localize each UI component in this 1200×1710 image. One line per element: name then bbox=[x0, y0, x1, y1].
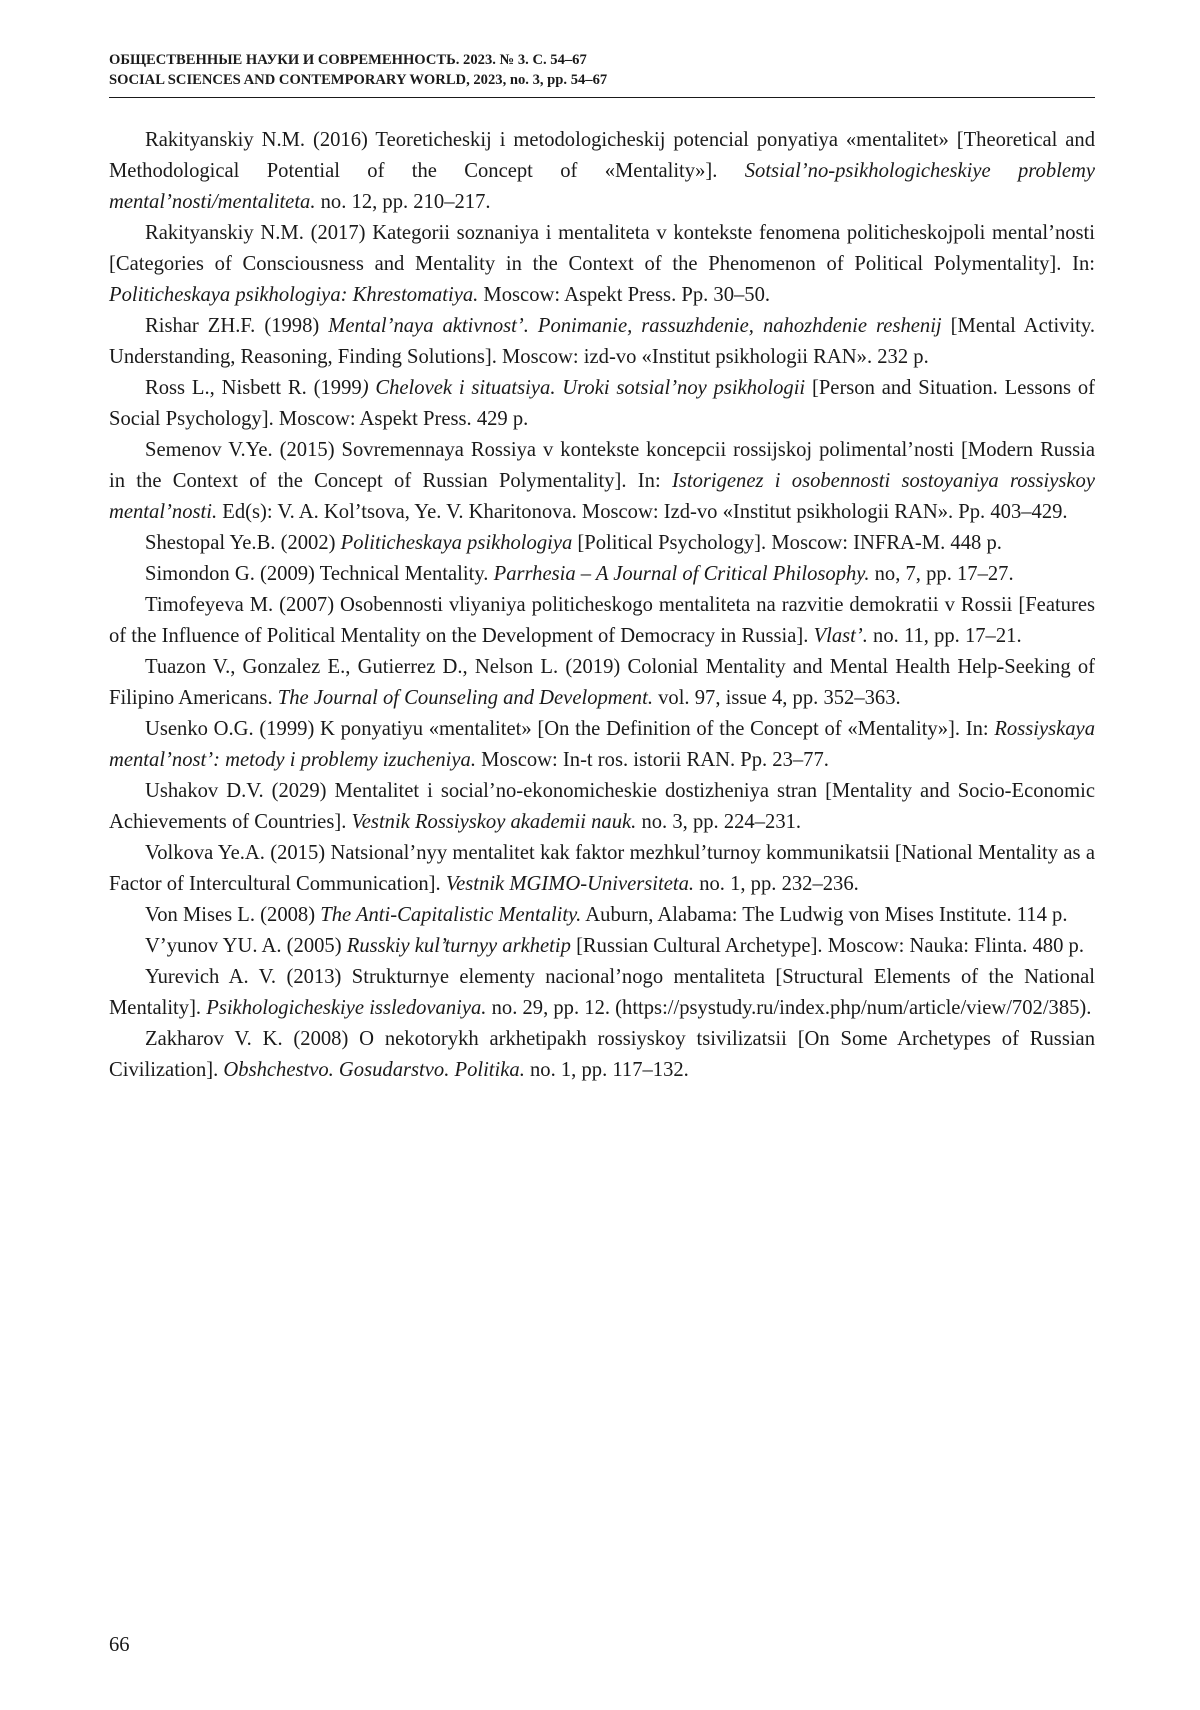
journal-title-ru: ОБЩЕСТВЕННЫЕ НАУКИ И СОВРЕМЕННОСТЬ. 2023. № 3. С. 54–67 bbox=[109, 52, 587, 68]
reference-source-title: The Journal of Counseling and Development. bbox=[277, 687, 653, 709]
reference-entry bbox=[109, 900, 1095, 931]
reference-source-title: Vestnik MGIMO-Universiteta. bbox=[445, 873, 695, 895]
reference-text: no. 11, pp. 17–21. bbox=[867, 625, 1022, 647]
running-header bbox=[109, 50, 1095, 98]
reference-text: Semenov V.Ye. (2015) Sovremennaya Rossiya v kontekste koncepcii rossijskoj polimental’nosti [Modern Russia in the Context of the Concept of Russian Polymentality]. In: bbox=[109, 439, 1095, 492]
journal-title-en: SOCIAL SCIENCES AND CONTEMPORARY WORLD, 2023, no. 3, pp. 54–67 bbox=[109, 72, 608, 88]
reference-list bbox=[109, 125, 1095, 1086]
reference-source-title: Istorigenez i osobennosti sostoyaniya rossiyskoy mental’nosti. bbox=[109, 470, 1095, 523]
reference-entry bbox=[109, 590, 1095, 652]
reference-text: [Russian Cultural Archetype]. Moscow: Nauka: Flinta. 480 p. bbox=[570, 935, 1084, 957]
reference-text: no. 29, pp. 12. (https://psystudy.ru/index.php/num/article/view/702/385). bbox=[486, 997, 1092, 1019]
reference-text: Ed(s): V. A. Kol’tsova, Ye. V. Kharitonova. Moscow: Izd-vo «Institut psikhologii RAN». Pp. 403–429. bbox=[217, 501, 1068, 523]
reference-source-title: Politicheskaya psikhologiya: Khrestomatiya. bbox=[109, 284, 479, 306]
reference-entry bbox=[109, 559, 1095, 590]
reference-entry bbox=[109, 776, 1095, 838]
reference-source-title: Rossiyskaya mental’nost’: metody i problemy izucheniya. bbox=[109, 718, 1095, 771]
reference-text: no. 1, pp. 232–236. bbox=[694, 873, 859, 895]
reference-text: Shestopal Ye.B. (2002) bbox=[145, 532, 341, 554]
reference-text: Ross L., Nisbett R. (1999 bbox=[145, 377, 362, 399]
reference-text: Tuazon V., Gonzalez E., Gutierrez D., Nelson L. (2019) Colonial Mentality and Mental Health Help-Seeking of Filipino Americans. bbox=[109, 656, 1095, 709]
reference-text: vol. 97, issue 4, pp. 352–363. bbox=[652, 687, 901, 709]
reference-text: [Political Psychology]. Moscow: INFRA-M. 448 p. bbox=[572, 532, 1002, 554]
reference-entry bbox=[109, 125, 1095, 218]
reference-text: Von Mises L. (2008) bbox=[145, 904, 321, 926]
reference-source-title: Vestnik Rossiyskoy akademii nauk. bbox=[351, 811, 637, 833]
page-number: 66 bbox=[109, 1634, 130, 1656]
reference-source-title: ) Chelovek i situatsiya. Uroki sotsial’noy psikhologii bbox=[361, 377, 806, 399]
reference-text: Ushakov D.V. (2029) Mentalitet i social’no-ekonomicheskie dostizheniya stran [Mentality and Socio-Economic Achievements of Countries]. bbox=[109, 780, 1095, 833]
reference-source-title: Politicheskaya psikhologiya bbox=[340, 532, 573, 554]
reference-text: no. 3, pp. 224–231. bbox=[636, 811, 802, 833]
reference-text: Usenko O.G. (1999) K ponyatiyu «mentalitet» [On the Definition of the Concept of «Mentality»]. In: bbox=[145, 718, 995, 740]
reference-entry bbox=[109, 714, 1095, 776]
reference-entry bbox=[109, 1024, 1095, 1086]
reference-text: Simondon G. (2009) Technical Mentality. bbox=[145, 563, 494, 585]
reference-entry bbox=[109, 373, 1095, 435]
reference-entry bbox=[109, 931, 1095, 962]
reference-text: no, 7, pp. 17–27. bbox=[869, 563, 1014, 585]
reference-entry bbox=[109, 528, 1095, 559]
reference-text: Rakityanskiy N.M. (2016) Teoreticheskij i metodologicheskij potencial ponyatiya «mentalitet» [Theoretical and Methodological Potential of the Concept of «Mentality»]. bbox=[109, 129, 1095, 182]
reference-text: no. 12, pp. 210–217. bbox=[315, 191, 491, 213]
reference-entry bbox=[109, 838, 1095, 900]
reference-text: Moscow: Aspekt Press. Pp. 30–50. bbox=[478, 284, 771, 306]
reference-text: Rakityanskiy N.M. (2017) Kategorii soznaniya i mentaliteta v kontekste fenomena politicheskojpoli mental’nosti [Categories of Consciousness and Mentality in the Context of the Phenomenon of Political Polymentality]. In: bbox=[109, 222, 1095, 275]
reference-text: V’yunov YU. A. (2005) bbox=[145, 935, 347, 957]
reference-source-title: Parrhesia – A Journal of Critical Philosophy. bbox=[493, 563, 870, 585]
reference-source-title: Mental’naya aktivnost’. Ponimanie, rassuzhdenie, nahozhdenie reshenij bbox=[328, 315, 942, 337]
reference-entry bbox=[109, 218, 1095, 311]
reference-text: Volkova Ye.A. (2015) Natsional’nyy mentalitet kak faktor mezhkul’turnoy kommunikatsii [National Mentality as a Factor of Intercultural Communication]. bbox=[109, 842, 1095, 895]
reference-entry bbox=[109, 962, 1095, 1024]
reference-source-title: Psikhologicheskiye issledovaniya. bbox=[206, 997, 487, 1019]
reference-text: [Person and Situation. Lessons of Social Psychology]. Moscow: Aspekt Press. 429 p. bbox=[109, 377, 1095, 430]
reference-text: Yurevich A. V. (2013) Strukturnye elementy nacional’nogo mentaliteta [Structural Elements of the National Mentality]. bbox=[109, 966, 1095, 1019]
reference-source-title: The Anti-Capitalistic Mentality. bbox=[320, 904, 582, 926]
reference-source-title: Obshchestvo. Gosudarstvo. Politika. bbox=[223, 1059, 525, 1081]
reference-text: [Mental Activity. Understanding, Reasoning, Finding Solutions]. Moscow: izd-vo «Institut psikhologii RAN». 232 p. bbox=[109, 315, 1096, 368]
reference-text: Auburn, Alabama: The Ludwig von Mises Institute. 114 p. bbox=[581, 904, 1068, 926]
reference-text: Moscow: In-t ros. istorii RAN. Pp. 23–77. bbox=[475, 749, 829, 771]
reference-text: Rishar ZH.F. (1998) bbox=[145, 315, 329, 337]
reference-entry bbox=[109, 435, 1095, 528]
reference-text: no. 1, pp. 117–132. bbox=[524, 1059, 689, 1081]
reference-entry bbox=[109, 311, 1095, 373]
reference-source-title: Sotsial’no-psikhologicheskiye problemy mental’nosti/mentaliteta. bbox=[109, 160, 1095, 213]
reference-source-title: Vlast’. bbox=[813, 625, 868, 647]
reference-entry bbox=[109, 652, 1095, 714]
reference-text: Timofeyeva M. (2007) Osobennosti vliyaniya politicheskogo mentaliteta na razvitie demokratii v Rossii [Features of the Influence of Political Mentality on the Development of Democracy in Russia]. bbox=[109, 594, 1095, 647]
reference-source-title: Russkiy kul’turnyy arkhetip bbox=[346, 935, 571, 957]
reference-text: Zakharov V. K. (2008) O nekotorykh arkhetipakh rossiyskoy tsivilizatsii [On Some Archetypes of Russian Civilization]. bbox=[109, 1028, 1095, 1081]
